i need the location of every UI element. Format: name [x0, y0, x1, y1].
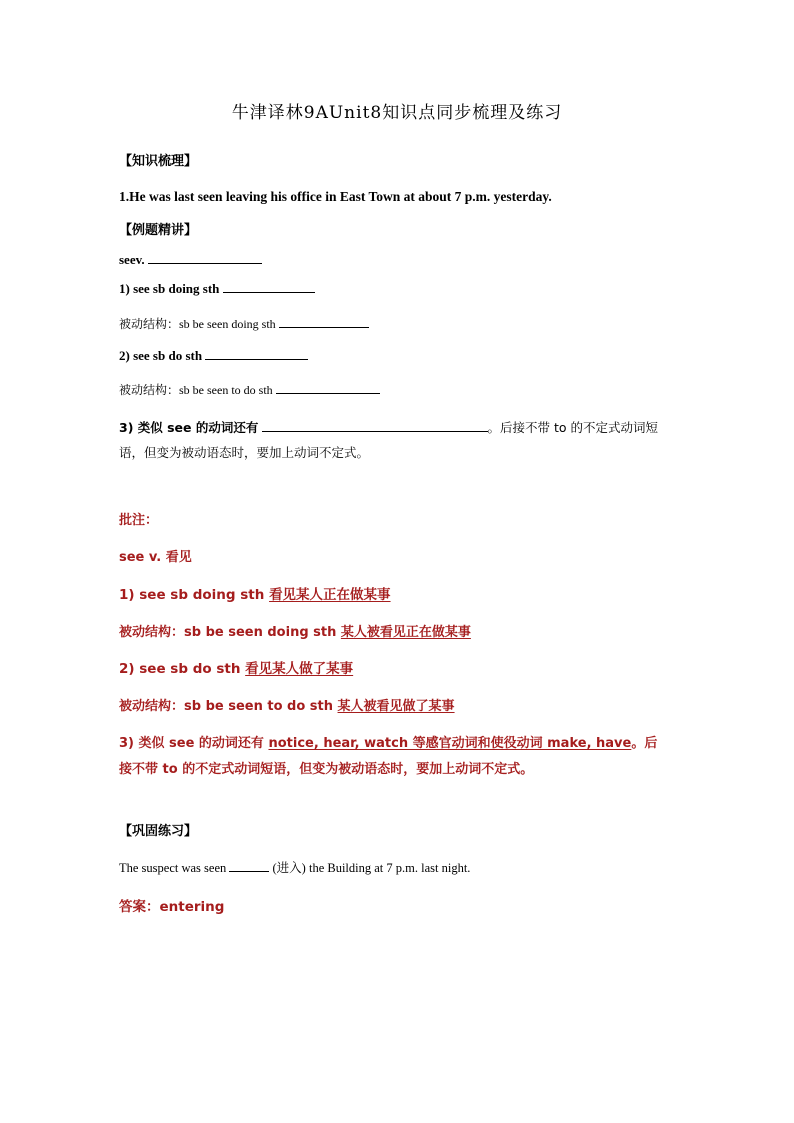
answer-blank[interactable] — [276, 381, 380, 394]
practice-answer: 答案：entering — [119, 899, 225, 915]
question-3 — [119, 418, 658, 436]
question-3-rest: 。后接不带 to 的不定式动词短 — [487, 420, 658, 435]
note-see: see v. 看见 — [119, 550, 192, 565]
passive-text: sb be seen doing sth — [179, 317, 276, 331]
note-3-intro: 3) 类似 see 的动词还有 — [119, 736, 269, 751]
passive-label: 被动结构： — [119, 317, 180, 331]
question-3-line2: 语，但变为被动语态时，要加上动词不定式。 — [119, 445, 370, 460]
section-heading-examples: 【例题精讲】 — [119, 223, 198, 238]
note-2-meaning: 看见某人做了某事 — [245, 661, 354, 677]
note-2-passive-phrase: 被动结构：sb be seen to do sth — [119, 699, 338, 714]
knowledge-point-1: 1.He was last seen leaving his office in East Town at about 7 p.m. yesterday. — [119, 189, 552, 204]
note-1-passive-meaning: 某人被看见正在做某事 — [340, 625, 471, 640]
answer-blank[interactable] — [279, 315, 369, 328]
passive-label: 被动结构： — [119, 383, 180, 397]
page-title: 牛津译林9AUnit8知识点同步梳理及练习 — [231, 103, 563, 123]
note-3-rest: 。后 — [631, 736, 658, 751]
practice-text-end: (进入) the Building at 7 p.m. last night. — [272, 861, 471, 875]
question-3-text: 3) 类似 see 的动词还有 — [119, 420, 259, 435]
note-2-phrase: 2) see sb do sth — [119, 661, 246, 677]
answer-blank[interactable] — [262, 419, 488, 432]
note-3-line2: 接不带 to 的不定式动词短语，但变为被动语态时，要加上动词不定式。 — [119, 762, 534, 777]
note-1-meaning: 看见某人正在做某事 — [269, 587, 391, 603]
note-2-passive-meaning: 某人被看见做了某事 — [337, 699, 455, 714]
question-1-passive — [119, 315, 369, 332]
answer-blank[interactable] — [223, 280, 315, 293]
note-3 — [119, 732, 657, 751]
answer-blank[interactable] — [148, 251, 262, 264]
note-3-answer: notice, hear, watch 等感官动词和使役动词 make, have — [268, 736, 632, 751]
question-2-passive — [119, 381, 380, 398]
section-heading-practice: 【巩固练习】 — [119, 824, 198, 839]
note-1-phrase: 1) see sb doing sth — [119, 587, 270, 603]
note-1-passive — [119, 621, 471, 640]
practice-question — [119, 858, 470, 876]
practice-text-start: The suspect was seen — [119, 861, 227, 875]
note-1-passive-phrase: 被动结构：sb be seen doing sth — [119, 625, 341, 640]
note-1 — [119, 583, 391, 603]
question-2-text: 2) see sb do sth — [119, 348, 203, 363]
note-2 — [119, 657, 353, 677]
answer-blank[interactable] — [205, 347, 308, 360]
question-see-text: seev. — [119, 252, 145, 267]
question-1-text: 1) see sb doing sth — [119, 281, 220, 296]
passive-text: sb be seen to do sth — [179, 383, 273, 397]
question-see — [119, 251, 262, 268]
note-2-passive — [119, 695, 455, 714]
answer-blank[interactable] — [229, 859, 269, 872]
section-heading-knowledge: 【知识梳理】 — [119, 154, 198, 169]
note-label: 批注： — [119, 513, 159, 528]
question-1 — [119, 280, 315, 297]
question-2 — [119, 347, 308, 364]
